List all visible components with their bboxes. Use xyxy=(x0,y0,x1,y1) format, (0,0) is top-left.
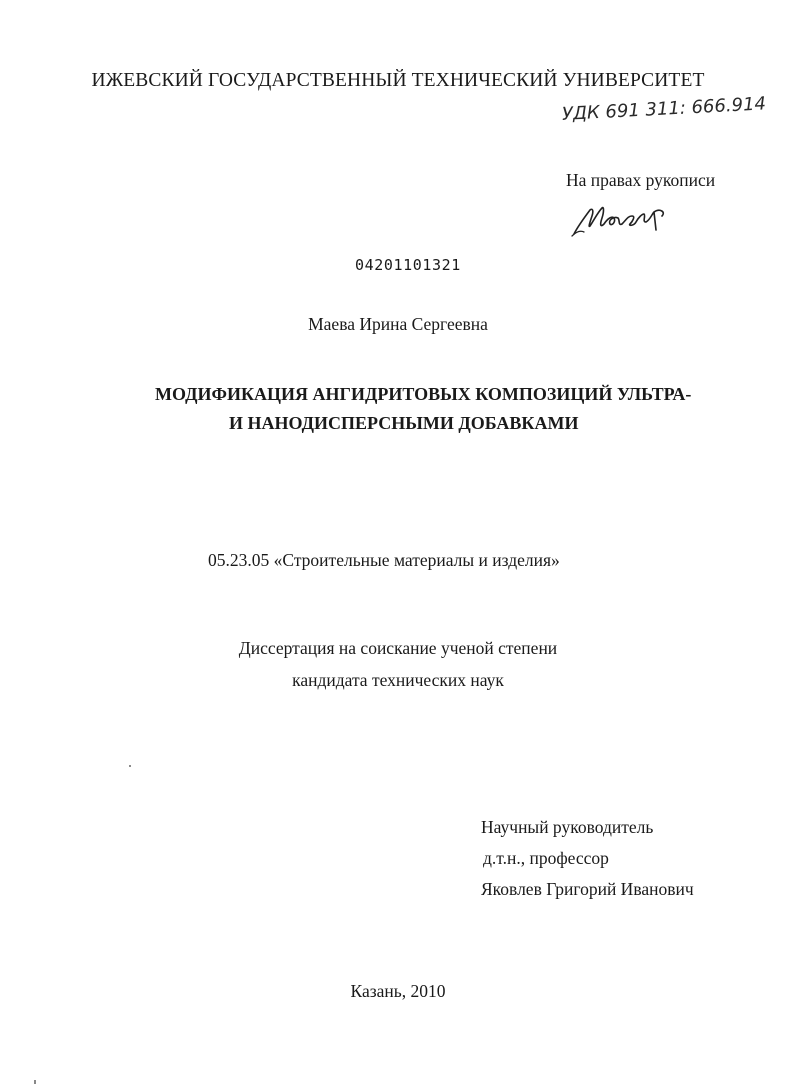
supervisor-block xyxy=(481,812,694,905)
city-year: Казань, 2010 xyxy=(350,981,446,1001)
dissertation-title xyxy=(155,380,691,438)
specialty-code: 05.23.05 «Строительные материалы и изделия» xyxy=(208,550,560,570)
supervisor-degree: д.т.н., профессор xyxy=(483,848,609,868)
degree-line-2: кандидата технических наук xyxy=(292,670,504,690)
author-signature xyxy=(570,196,680,244)
scan-speck xyxy=(129,765,131,767)
title-line-2: И НАНОДИСПЕРСНЫМИ ДОБАВКАМИ xyxy=(229,413,579,433)
university-name: ИЖЕВСКИЙ ГОСУДАРСТВЕННЫЙ ТЕХНИЧЕСКИЙ УНИВЕРСИТЕТ xyxy=(91,70,705,91)
degree-line-1: Диссертация на соискание ученой степени xyxy=(238,638,558,658)
supervisor-name: Яковлев Григорий Иванович xyxy=(481,879,694,899)
scan-speck xyxy=(34,1080,36,1084)
supervisor-role: Научный руководитель xyxy=(481,817,654,837)
manuscript-rights-note: На правах рукописи xyxy=(566,170,716,190)
author-name: Маева Ирина Сергеевна xyxy=(308,314,488,334)
title-line-1: МОДИФИКАЦИЯ АНГИДРИТОВЫХ КОМПОЗИЦИЙ УЛЬТРА- xyxy=(155,384,692,404)
archive-number: 04201101321 xyxy=(355,256,461,274)
udc-handwritten-code: УДК 691 311: 666.914 xyxy=(561,93,767,125)
dissertation-degree xyxy=(0,632,796,696)
